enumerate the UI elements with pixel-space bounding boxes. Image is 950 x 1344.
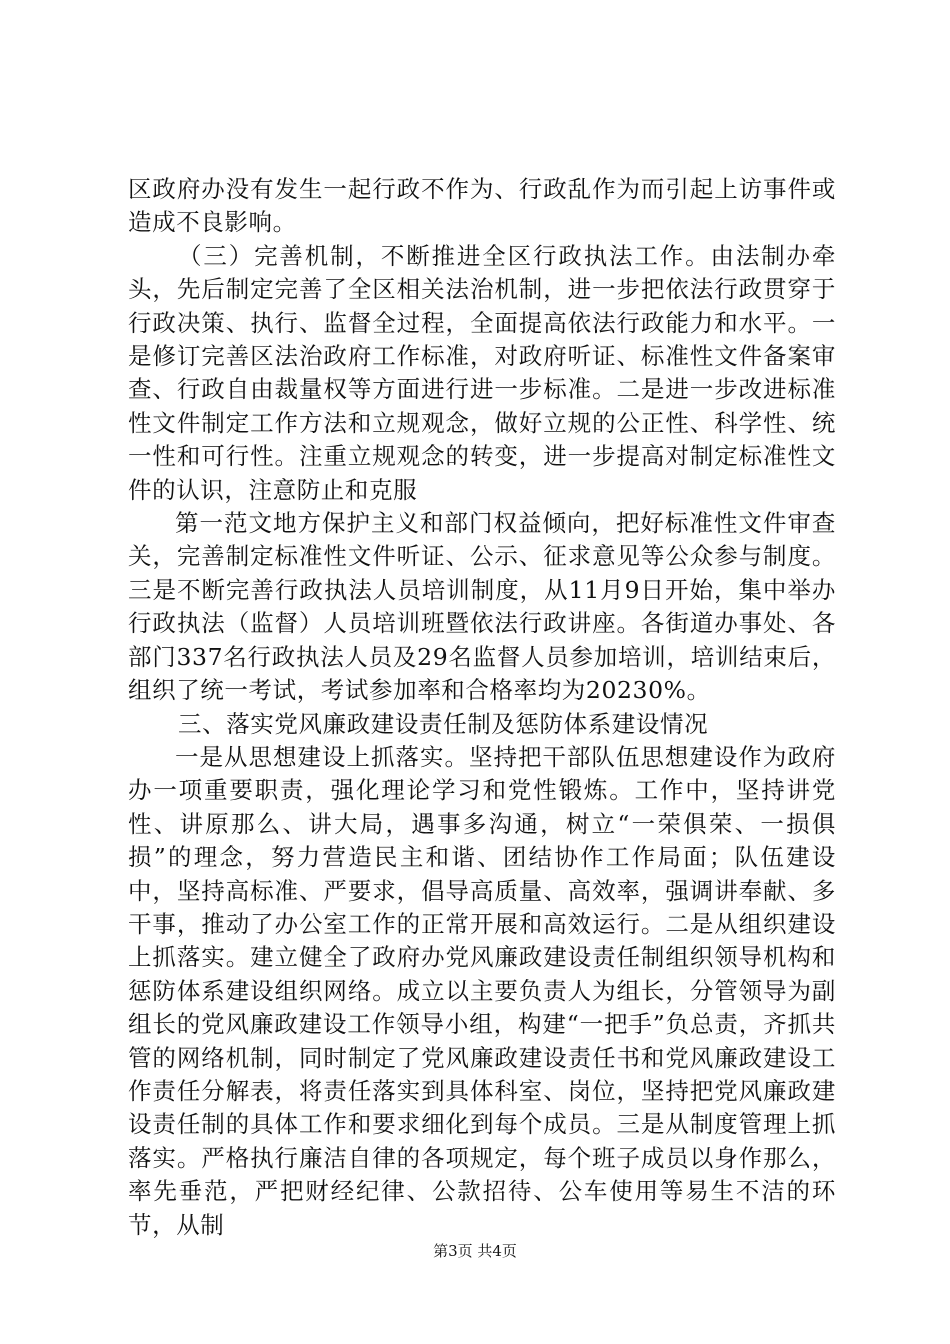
- paragraph-mechanism: （三）完善机制，不断推进全区行政执法工作。由法制办牵头，先后制定完善了全区相关法治机制，进一步把依法行政贯穿于行政决策、执行、监督全过程，全面提高依法行政能力和水平。一是修订完善区法治政府工作标准，对政府听证、标准性文件备案审查、行政自由裁量权等方面进行进一步标准。二是进一步改进标准性文件制定工作方法和立规观念，做好立规的公正性、科学性、统一性和可行性。注重立规观念的转变，进一步提高对制定标准性文件的认识，注意防止和克服: [128, 241, 836, 504]
- section-heading: 三、落实党风廉政建设责任制及惩防体系建设情况: [178, 709, 709, 738]
- paragraph-party-building: 一是从思想建设上抓落实。坚持把干部队伍思想建设作为政府办一项重要职责，强化理论学习和党性锻炼。工作中，坚持讲党性、讲原那么、讲大局，遇事多沟通，树立“一荣俱荣、一损俱损”的理念，努力营造民主和谐、团结协作工作局面；队伍建设中，坚持高标准、严要求，倡导高质量、高效率，强调讲奉献、多干事，推动了办公室工作的正常开展和高效运行。二是从组织建设上抓落实。建立健全了政府办党风廉政建设责任制组织领导机构和惩防体系建设组织网络。成立以主要负责人为组长，分管领导为副组长的党风廉政建设工作领导小组，构建“一把手”负总责，齐抓共管的网络机制，同时制定了党风廉政建设责任书和党风廉政建设工作责任分解表，将责任落实到具体科室、岗位，坚持把党风廉政建设责任制的具体工作和要求细化到每个成员。三是从制度管理上抓落实。严格执行廉洁自律的各项规定，每个班子成员以身作那么，率先垂范，严把财经纪律、公款招待、公车使用等易生不洁的环节，从制: [128, 742, 836, 1239]
- document-body: [128, 173, 836, 1242]
- paragraph-continuation: 区政府办没有发生一起行政不作为、行政乱作为而引起上访事件或造成不良影响。: [128, 175, 836, 237]
- page-footer: 第3页 共4页: [433, 1242, 517, 1260]
- paragraph-training: 第一范文地方保护主义和部门权益倾向，把好标准性文件审查关，完善制定标准性文件听证、公示、征求意见等公众参与制度。三是不断完善行政执法人员培训制度，从11月9日开始，集中举办行政执法（监督）人员培训班暨依法行政讲座。各街道办事处、各部门337名行政执法人员及29名监督人员参加培训，培训结束后，组织了统一考试，考试参加率和合格率均为20230%。: [128, 509, 836, 705]
